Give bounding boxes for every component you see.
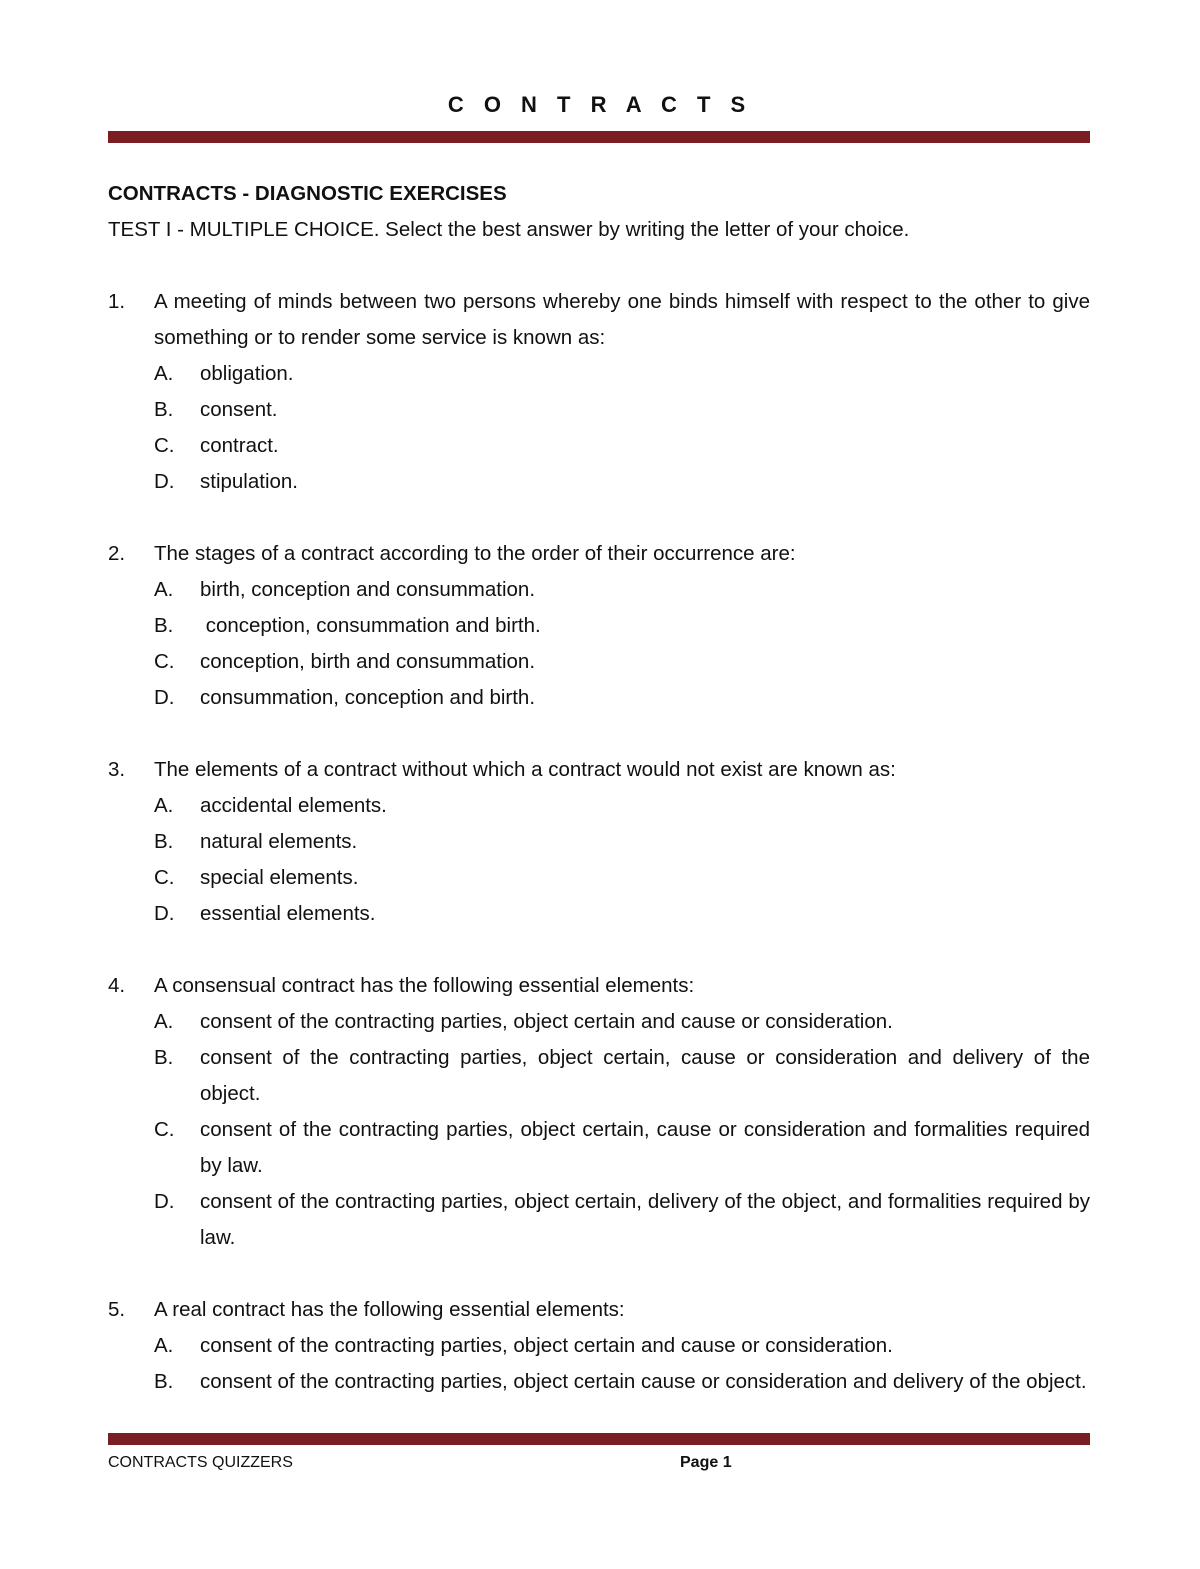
question-text: The stages of a contract according to the order of their occurrence are: bbox=[154, 542, 796, 565]
section-title: CONTRACTS - DIAGNOSTIC EXERCISES bbox=[108, 182, 507, 205]
question-text: A real contract has the following essential elements: bbox=[154, 1298, 625, 1321]
choice-3-d bbox=[108, 896, 1090, 932]
choice-text: conception, consummation and birth. bbox=[200, 614, 541, 637]
choice-text: accidental elements. bbox=[200, 794, 387, 817]
choice-1-b bbox=[108, 392, 1090, 428]
choice-4-d bbox=[108, 1184, 1090, 1256]
question-text: The elements of a contract without which a contract would not exist are known as: bbox=[154, 758, 896, 781]
choice-letter: D. bbox=[154, 470, 175, 493]
choice-letter: A. bbox=[154, 1010, 174, 1033]
choice-4-b bbox=[108, 1040, 1090, 1112]
choice-letter: B. bbox=[154, 614, 174, 637]
choice-text: consent of the contracting parties, object certain, delivery of the object, and formalities required by law. bbox=[200, 1190, 1090, 1249]
question-number: 3. bbox=[108, 758, 126, 781]
page-number: Page 1 bbox=[680, 1454, 732, 1471]
choice-letter: B. bbox=[154, 830, 174, 853]
question-5-prompt bbox=[108, 1292, 1090, 1328]
choice-letter: D. bbox=[154, 686, 175, 709]
choice-text: stipulation. bbox=[200, 470, 299, 493]
choice-letter: C. bbox=[154, 1118, 175, 1141]
question-number: 5. bbox=[108, 1298, 126, 1321]
choice-letter: B. bbox=[154, 398, 174, 421]
footer-rule bbox=[108, 1433, 1090, 1445]
choice-text: consent of the contracting parties, object certain cause or consideration and delivery of the object. bbox=[200, 1370, 1087, 1393]
choice-text: consent of the contracting parties, object certain, cause or consideration and formalities required by law. bbox=[200, 1118, 1090, 1177]
document-body bbox=[108, 176, 1090, 1436]
choice-4-a bbox=[108, 1004, 1090, 1040]
question-2 bbox=[108, 536, 1090, 716]
choice-text: consent. bbox=[200, 398, 278, 421]
choice-3-a bbox=[108, 788, 1090, 824]
choice-letter: A. bbox=[154, 578, 174, 601]
choice-5-b bbox=[108, 1364, 1090, 1400]
choice-letter: C. bbox=[154, 650, 175, 673]
question-text: A meeting of minds between two persons whereby one binds himself with respect to the other to give something or to render some service is known as: bbox=[154, 290, 1090, 349]
choice-text: consent of the contracting parties, object certain and cause or consideration. bbox=[200, 1010, 893, 1033]
choice-text: consent of the contracting parties, object certain and cause or consideration. bbox=[200, 1334, 893, 1357]
choice-text: essential elements. bbox=[200, 902, 376, 925]
question-4 bbox=[108, 968, 1090, 1256]
document-title: C O N T R A C T S bbox=[447, 92, 753, 117]
choice-text: contract. bbox=[200, 434, 279, 457]
choice-letter: C. bbox=[154, 434, 175, 457]
choice-2-a bbox=[108, 572, 1090, 608]
question-4-prompt bbox=[108, 968, 1090, 1004]
question-number: 2. bbox=[108, 542, 126, 565]
choice-letter: A. bbox=[154, 362, 174, 385]
choice-letter: D. bbox=[154, 902, 175, 925]
header-rule bbox=[108, 131, 1090, 143]
question-text: A consensual contract has the following essential elements: bbox=[154, 974, 695, 997]
choice-1-d bbox=[108, 464, 1090, 500]
choice-text: special elements. bbox=[200, 866, 359, 889]
question-1 bbox=[108, 284, 1090, 500]
question-number: 1. bbox=[108, 290, 126, 313]
choice-3-b bbox=[108, 824, 1090, 860]
question-2-prompt bbox=[108, 536, 1090, 572]
choice-text: consummation, conception and birth. bbox=[200, 686, 536, 709]
test-instruction: TEST I - MULTIPLE CHOICE. Select the best answer by writing the letter of your choice. bbox=[108, 218, 910, 241]
choice-letter: B. bbox=[154, 1046, 174, 1069]
choice-1-a bbox=[108, 356, 1090, 392]
question-3 bbox=[108, 752, 1090, 932]
choice-2-d bbox=[108, 680, 1090, 716]
footer-title: CONTRACTS QUIZZERS bbox=[108, 1454, 293, 1471]
choice-3-c bbox=[108, 860, 1090, 896]
choice-letter: A. bbox=[154, 1334, 174, 1357]
choice-letter: D. bbox=[154, 1190, 175, 1213]
choice-5-a bbox=[108, 1328, 1090, 1364]
choice-text: birth, conception and consummation. bbox=[200, 578, 536, 601]
choice-text: consent of the contracting parties, object certain, cause or consideration and delivery of the object. bbox=[200, 1046, 1090, 1105]
choice-2-b bbox=[108, 608, 1090, 644]
choice-1-c bbox=[108, 428, 1090, 464]
question-number: 4. bbox=[108, 974, 126, 997]
choice-letter: B. bbox=[154, 1370, 174, 1393]
choice-2-c bbox=[108, 644, 1090, 680]
choice-4-c bbox=[108, 1112, 1090, 1184]
choice-text: obligation. bbox=[200, 362, 294, 385]
question-5 bbox=[108, 1292, 1090, 1400]
choice-letter: C. bbox=[154, 866, 175, 889]
question-3-prompt bbox=[108, 752, 1090, 788]
choice-text: natural elements. bbox=[200, 830, 358, 853]
question-1-prompt bbox=[108, 284, 1090, 356]
choice-letter: A. bbox=[154, 794, 174, 817]
choice-text: conception, birth and consummation. bbox=[200, 650, 536, 673]
